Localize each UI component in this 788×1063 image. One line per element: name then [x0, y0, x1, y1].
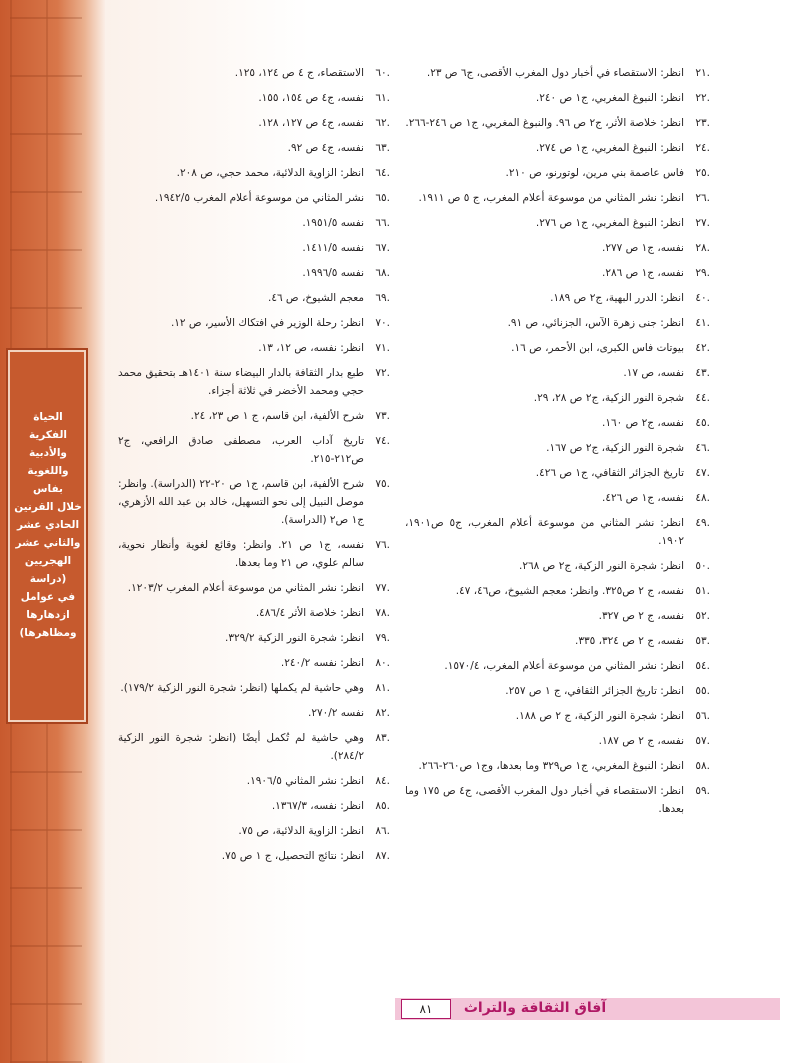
sidebar-title-line: الهجريين — [24, 555, 72, 567]
footnote-item — [118, 314, 390, 332]
magazine-title: آفاق الثقافة والتراث — [463, 1000, 607, 1016]
footnote-item — [118, 772, 390, 790]
sidebar-title-line: واللغوية — [27, 465, 69, 477]
footnote-item — [118, 822, 390, 840]
footnote-text: انظر: النبوغ المغربي، ج١ ص ٢٤٠. — [535, 92, 684, 104]
footnote-text: فاس عاصمة بني مرين، لوتورنو، ص ٢١٠. — [505, 167, 684, 179]
footnote-item — [405, 189, 710, 207]
footnote-item — [405, 439, 710, 457]
footnote-number: .٦٨ — [375, 267, 390, 279]
footnote-number: .٥٥ — [695, 685, 710, 697]
footnote-item — [118, 139, 390, 157]
footnote-text: انظر: نشر المثاني من موسوعة أعلام المغرب ١٢٠٣/٢. — [127, 582, 364, 594]
footnote-text: نفسه، ج٤ ص ١٢٧، ١٢٨. — [258, 117, 364, 129]
footnote-number: .٤٢ — [695, 342, 710, 354]
footnote-number: .٢٥ — [695, 167, 710, 179]
footnote-number: .٥٧ — [695, 735, 710, 747]
footnote-number: .٢٧ — [695, 217, 710, 229]
footnote-number: .٧٧ — [375, 582, 390, 594]
footnote-number: .٨٢ — [375, 707, 390, 719]
footnote-number: .٥٨ — [695, 760, 710, 772]
footnote-item — [405, 657, 710, 675]
footnote-number: .٤٣ — [695, 367, 710, 379]
footnote-item — [405, 782, 710, 818]
footnote-number: .٤٠ — [695, 292, 710, 304]
footnote-text: نفسه، ج ٢ ص٣٢٥. وانظر: معجم الشيوخ، ص٤٦، ٤٧. — [455, 585, 684, 597]
footnote-number: .٥٤ — [695, 660, 710, 672]
footnote-item — [405, 489, 710, 507]
footnotes-right-column — [405, 64, 710, 825]
footnote-number: .٧١ — [375, 342, 390, 354]
footnote-number: .٨٥ — [375, 800, 390, 812]
footnote-item — [118, 847, 390, 865]
footnote-item — [405, 632, 710, 650]
footnote-text: انظر: شجرة النور الزكية، ج ٢ ص ١٨٨. — [515, 710, 684, 722]
footnote-item — [118, 604, 390, 622]
footnote-text: انظر: نتائج التحصيل، ج ١ ص ٧٥. — [221, 850, 364, 862]
footnote-number: .٦٥ — [375, 192, 390, 204]
footnote-item — [405, 264, 710, 282]
footnote-item — [405, 139, 710, 157]
footnote-item — [118, 475, 390, 529]
footnote-number: .٢٩ — [695, 267, 710, 279]
footnote-number: .٦١ — [375, 92, 390, 104]
footnote-item — [405, 214, 710, 232]
footnote-text: انظر: النبوغ المغربي، ج١ ص ٢٧٤. — [535, 142, 684, 154]
footnote-text: نفسه ١٩٥١/٥. — [302, 217, 364, 229]
footnote-text: انظر: خلاصة الأثر، ج٢ ص ٩٦. والنبوغ المغربي، ج١ ص ٢٤٦-٢٦٦. — [405, 117, 684, 129]
footnote-text: تاريخ الجزائر الثقافي، ج١ ص ٤٢٦. — [535, 467, 684, 479]
footnote-item — [118, 654, 390, 672]
footnote-item — [118, 364, 390, 400]
footnote-item — [405, 164, 710, 182]
footnote-text: انظر: الاستقصاء في أخبار دول المغرب الأقصى، ج٤ ص ١٧٥ وما بعدها. — [405, 785, 685, 815]
footnote-number: .٧٩ — [375, 632, 390, 644]
footnote-number: .٨٠ — [375, 657, 390, 669]
footnote-item — [118, 704, 390, 722]
footnote-text: نفسه، ج١ ص ٤٢٦. — [601, 492, 684, 504]
footnote-item — [118, 264, 390, 282]
footnote-text: وهي حاشية لم تُكمل أيضًا (انظر: شجرة النور الزكية ٢٨٤/٢). — [118, 732, 364, 762]
sidebar-article-title — [12, 408, 84, 642]
footnote-number: .٥٣ — [695, 635, 710, 647]
footnote-item — [118, 679, 390, 697]
sidebar-title-line: ومظاهرها) — [19, 627, 77, 639]
footnote-number: .٤٧ — [695, 467, 710, 479]
footnote-number: .٤٦ — [695, 442, 710, 454]
footnote-number: .٧٤ — [375, 435, 390, 447]
footnote-text: انظر: نفسه ٢٤٠/٢. — [280, 657, 364, 669]
footnote-item — [405, 464, 710, 482]
footnote-text: شرح الألفية، ابن قاسم، ج ١ ص ٢٣، ٢٤. — [190, 410, 364, 422]
footnote-item — [405, 289, 710, 307]
footnote-text: انظر: نشر المثاني ١٩٠٦/٥. — [246, 775, 364, 787]
footnote-text: نفسه، ج ٢ ص ١٨٧. — [598, 735, 684, 747]
footnote-number: .٧٦ — [375, 539, 390, 551]
footnote-number: .٥٩ — [695, 785, 710, 797]
footnote-text: انظر: الزاوية الدلائية، ص ٧٥. — [238, 825, 364, 837]
footnote-text: وهي حاشية لم يكملها (انظر: شجرة النور الزكية ١٧٩/٢). — [120, 682, 364, 694]
footnote-text: بيوتات فاس الكبرى، ابن الأحمر، ص ١٦. — [511, 342, 684, 354]
footnote-number: .٨١ — [375, 682, 390, 694]
sidebar-title-line: الفكرية — [28, 429, 68, 441]
footnote-item — [405, 557, 710, 575]
footnote-item — [118, 407, 390, 425]
footnote-text: نفسه، ج١ ص ٢٨٦. — [601, 267, 684, 279]
footnote-number: .٤٩ — [695, 517, 710, 529]
footnote-number: .٦٢ — [375, 117, 390, 129]
footnote-number: .٥١ — [695, 585, 710, 597]
footnote-item — [118, 164, 390, 182]
footnote-text: انظر: نشر المثاني من موسوعة أعلام المغرب، ج ٥ ص ١٩١١. — [418, 192, 684, 204]
footnote-text: نفسه، ج٤ ص ١٥٤، ١٥٥. — [258, 92, 364, 104]
footnote-text: نفسه، ص ١٧. — [623, 367, 684, 379]
footnote-text: انظر: تاريخ الجزائر الثقافي، ج ١ ص ٢٥٧. — [505, 685, 684, 697]
footnote-number: .٨٣ — [375, 732, 390, 744]
footnote-item — [118, 189, 390, 207]
footnote-item — [118, 89, 390, 107]
footnote-text: انظر: جنى زهرة الآس، الجزنائي، ص ٩١. — [507, 317, 684, 329]
footnote-item — [405, 114, 710, 132]
footnotes-left-column — [118, 64, 390, 872]
footnote-text: نفسه، ج ٢ ص ٣٢٤، ٣٣٥. — [574, 635, 684, 647]
footnote-text: نفسه ١٩٩٦/٥. — [302, 267, 364, 279]
footnote-item — [118, 536, 390, 572]
sidebar-title-line: ازدهارها — [26, 609, 70, 621]
sidebar-title-line: والثاني عشر — [15, 537, 81, 549]
footnote-item — [405, 339, 710, 357]
footnote-number: .٥٠ — [695, 560, 710, 572]
footnote-item — [405, 707, 710, 725]
footnote-number: .٦٩ — [375, 292, 390, 304]
sidebar-title-line: خلال القرنين — [14, 501, 82, 513]
footnote-item — [118, 579, 390, 597]
footnote-item — [405, 757, 710, 775]
footnote-number: .٨٦ — [375, 825, 390, 837]
footnote-number: .٢٨ — [695, 242, 710, 254]
footnote-text: نفسه، ج١ ص ٢١. وانظر: وقائع لغوية وأنظار نحوية، سالم علوي، ص ٢١ وما بعدها. — [118, 539, 364, 569]
sidebar-title-line: بفاس — [33, 483, 63, 495]
footnote-text: انظر: رحلة الوزير في افتكاك الأسير، ص ١٢. — [170, 317, 364, 329]
footnote-text: انظر: نفسه، ص ١٢، ١٣. — [258, 342, 364, 354]
footnote-item — [118, 289, 390, 307]
footnote-number: .٦٦ — [375, 217, 390, 229]
footnote-item — [405, 239, 710, 257]
footnote-text: معجم الشيوخ، ص ٤٦. — [267, 292, 364, 304]
footnote-number: .٥٦ — [695, 710, 710, 722]
footnote-item — [118, 64, 390, 82]
footnote-text: انظر: النبوغ المغربي، ج١ ص ٢٧٦. — [535, 217, 684, 229]
footnote-text: انظر: نفسه، ١٣٦٧/٣. — [271, 800, 364, 812]
footnote-number: .٦٤ — [375, 167, 390, 179]
footnote-text: انظر: شجرة النور الزكية ٣٢٩/٢. — [225, 632, 364, 644]
footnote-item — [405, 514, 710, 550]
sidebar-title-line: الحادي عشر — [16, 519, 80, 531]
footnote-number: .٢٣ — [695, 117, 710, 129]
footnote-number: .٢٦ — [695, 192, 710, 204]
footnote-item — [405, 607, 710, 625]
footnote-text: نفسه، ج٤ ص ٩٢. — [287, 142, 364, 154]
page-number: ٨١ — [401, 999, 451, 1019]
footnote-item — [118, 729, 390, 765]
footnote-text: انظر: النبوغ المغربي، ج١ ص٣٢٩ وما بعدها، وج١ ص٢٦٠-٢٦٦. — [418, 760, 684, 772]
footnote-text: انظر: الاستقصاء في أخبار دول المغرب الأقصى، ج٦ ص ٢٣. — [426, 67, 684, 79]
sidebar-title-line: في عوامل — [20, 591, 76, 603]
footnote-text: نفسه ١٤١١/٥. — [302, 242, 364, 254]
footnote-text: انظر: نشر المثاني من موسوعة أعلام المغرب، ١٥٧٠/٤. — [444, 660, 684, 672]
footnote-text: شجرة النور الزكية، ج٢ ص ١٦٧. — [546, 442, 684, 454]
footnote-number: .٥٢ — [695, 610, 710, 622]
sidebar-title-line: (دراسة — [29, 573, 67, 585]
sidebar-title-line: والأدبية — [29, 447, 67, 459]
footnote-number: .٢٢ — [695, 92, 710, 104]
footnote-number: .٧٥ — [375, 478, 390, 490]
footnote-text: انظر: شجرة النور الزكية، ج٢ ص ٢٦٨. — [519, 560, 684, 572]
footnote-text: تاريخ آداب العرب، مصطفى صادق الرافعي، ج٢ ص٢١٢-٢١٥. — [118, 435, 364, 465]
footnote-item — [405, 582, 710, 600]
footnote-number: .٦٠ — [375, 67, 390, 79]
footnote-item — [405, 732, 710, 750]
footnote-number: .٤٨ — [695, 492, 710, 504]
footnote-item — [118, 114, 390, 132]
footnote-text: نفسه، ج١ ص ٢٧٧. — [601, 242, 684, 254]
footnote-text: انظر: الدرر البهية، ج٢ ص ١٨٩. — [550, 292, 684, 304]
footnote-number: .٤٤ — [695, 392, 710, 404]
footnote-item — [405, 414, 710, 432]
footnote-text: الاستقصاء، ج ٤ ص ١٢٤، ١٢٥. — [234, 67, 364, 79]
footnote-text: طبع بدار الثقافة بالدار البيضاء سنة ١٤٠١هـ بتحقيق محمد حجي ومحمد الأخضر في ثلاثة أجزاء. — [118, 367, 364, 397]
footnote-text: نفسه ٢٧٠/٢. — [307, 707, 364, 719]
footnote-number: .٦٧ — [375, 242, 390, 254]
footnote-number: .٧٠ — [375, 317, 390, 329]
footnote-number: .٨٤ — [375, 775, 390, 787]
footnote-item — [405, 364, 710, 382]
footnote-item — [118, 239, 390, 257]
sidebar-title-line: الحياة — [33, 411, 63, 423]
footnote-number: .٧٣ — [375, 410, 390, 422]
footnote-item — [405, 314, 710, 332]
footnote-number: .٦٣ — [375, 142, 390, 154]
footnote-number: .٤٥ — [695, 417, 710, 429]
footnote-number: .٧٢ — [375, 367, 390, 379]
footnote-text: نشر المثاني من موسوعة أعلام المغرب ١٩٤٢/٥. — [154, 192, 364, 204]
footnote-item — [118, 214, 390, 232]
footnote-item — [118, 797, 390, 815]
footnote-text: انظر: الزاوية الدلائية، محمد حجي، ص ٢٠٨. — [176, 167, 364, 179]
footnote-number: .٤١ — [695, 317, 710, 329]
footnote-text: شرح الألفية، ابن قاسم، ج١ ص ٢٠-٢٢ (الدراسة). وانظر: موصل النبيل إلى نحو التسهيل، خالد بن عبد الله الأزهري، ج١ ص٢ (الدراسة). — [118, 478, 364, 526]
footnote-item — [405, 64, 710, 82]
footnote-item — [118, 339, 390, 357]
footnote-number: .٢١ — [695, 67, 710, 79]
footnote-text: نفسه، ج ٢ ص ٣٢٧. — [598, 610, 684, 622]
footnote-number: .٨٧ — [375, 850, 390, 862]
footnote-text: نفسه، ج٢ ص ١٦٠. — [601, 417, 684, 429]
footnote-text: انظر: نشر المثاني من موسوعة أعلام المغرب، ج٥ ص١٩٠١، ١٩٠٢. — [405, 517, 684, 547]
footnote-item — [405, 682, 710, 700]
footnote-text: شجرة النور الزكية، ج٢ ص ٢٨، ٢٩. — [533, 392, 684, 404]
footnote-number: .٢٤ — [695, 142, 710, 154]
footnote-number: .٧٨ — [375, 607, 390, 619]
footnote-item — [405, 389, 710, 407]
footnote-text: انظر: خلاصة الأثر ٤٨٦/٤. — [255, 607, 364, 619]
footnote-item — [118, 432, 390, 468]
footnote-item — [118, 629, 390, 647]
footnote-item — [405, 89, 710, 107]
